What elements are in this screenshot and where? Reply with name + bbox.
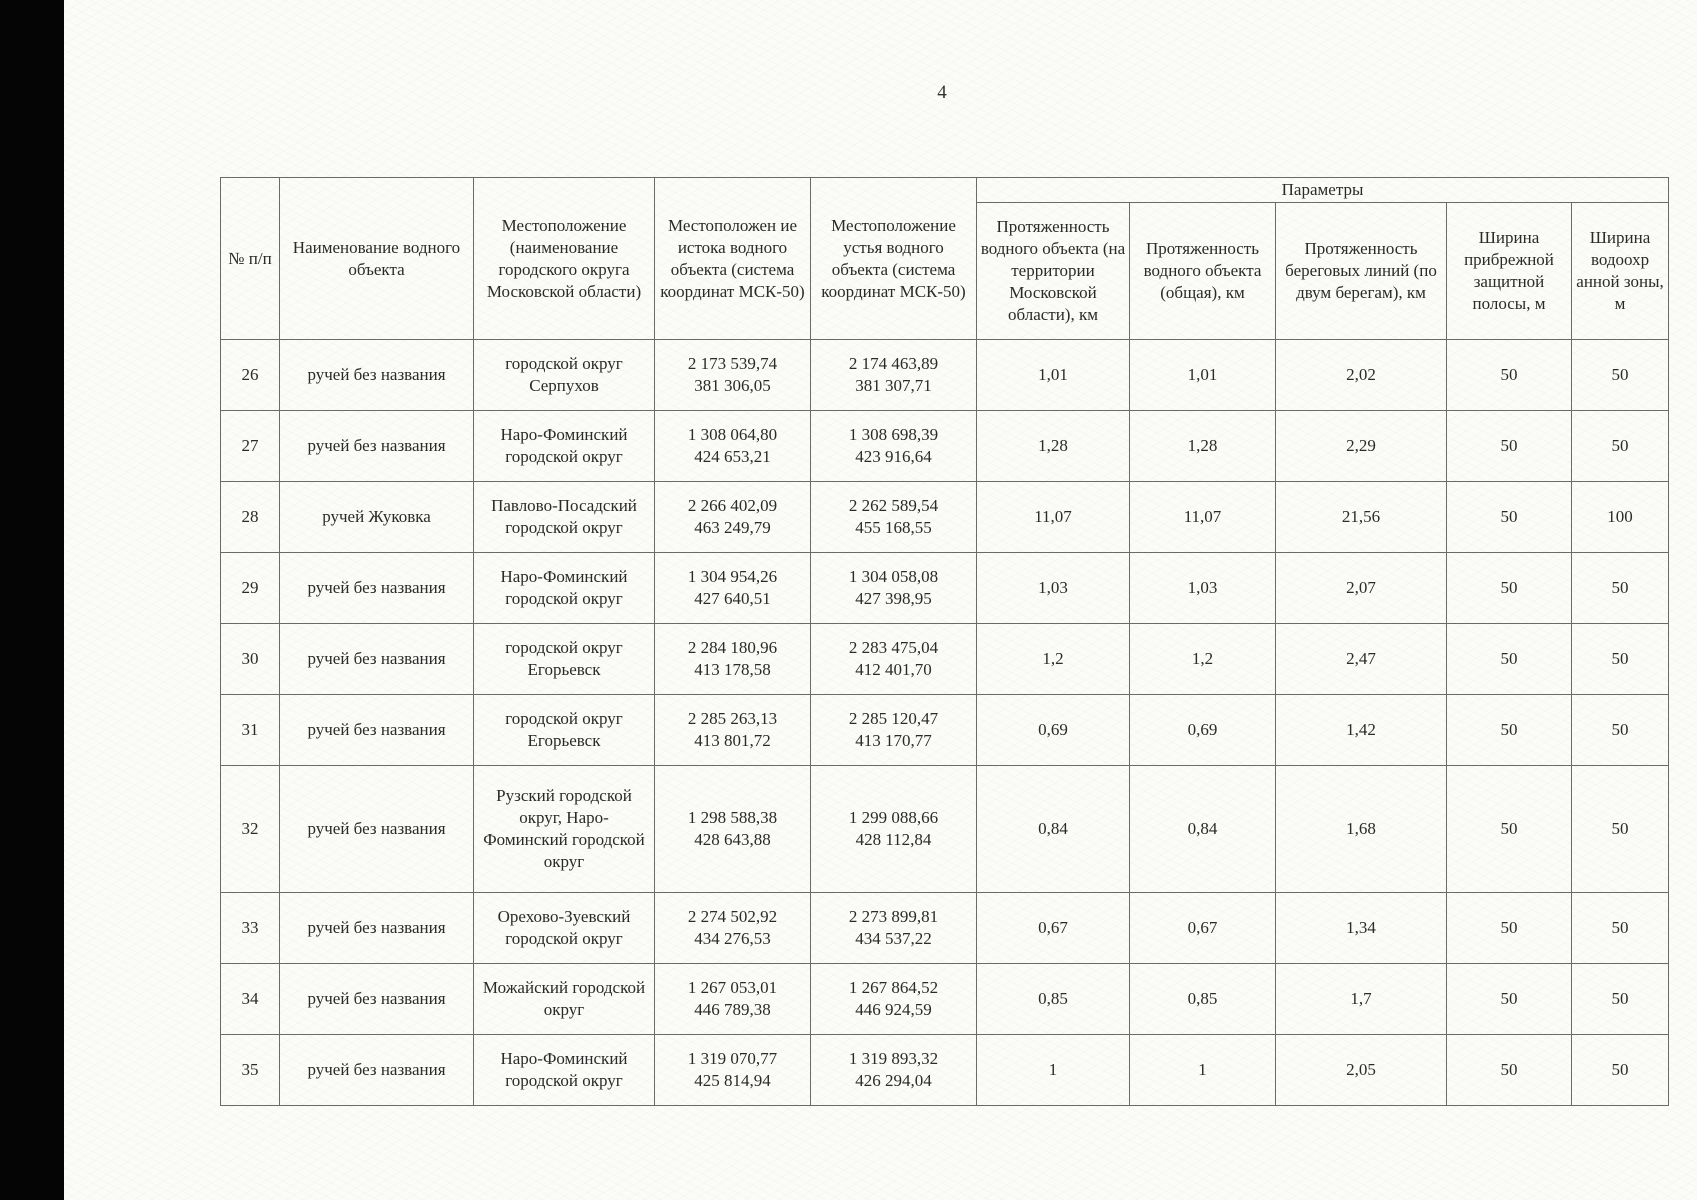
cell-length-mo: 1,2 xyxy=(977,624,1130,695)
cell-source-coords-y: 413 178,58 xyxy=(694,660,771,679)
header-length-total: Протяженность водного объекта (общая), км xyxy=(1130,203,1276,340)
cell-source-coords xyxy=(655,695,811,766)
header-params: Параметры xyxy=(977,178,1669,203)
cell-length-mo: 1,01 xyxy=(977,340,1130,411)
cell-num: 31 xyxy=(221,695,280,766)
cell-shore-length: 21,56 xyxy=(1276,482,1447,553)
cell-location: Рузский городской округ, Наро-Фоминский городской округ xyxy=(474,766,655,893)
cell-mouth-coords-y: 423 916,64 xyxy=(855,447,932,466)
cell-coastal-width: 50 xyxy=(1447,624,1572,695)
cell-length-mo: 1,03 xyxy=(977,553,1130,624)
table-row xyxy=(221,1035,1669,1106)
cell-mouth-coords xyxy=(811,340,977,411)
cell-source-coords xyxy=(655,1035,811,1106)
scan-edge xyxy=(0,0,64,1200)
cell-protection-width: 100 xyxy=(1572,482,1669,553)
table-body xyxy=(221,340,1669,1106)
cell-length-total: 0,84 xyxy=(1130,766,1276,893)
table-row xyxy=(221,964,1669,1035)
cell-source-coords-y: 427 640,51 xyxy=(694,589,771,608)
cell-length-mo: 1,28 xyxy=(977,411,1130,482)
cell-source-coords-y: 434 276,53 xyxy=(694,929,771,948)
cell-source-coords-x: 2 285 263,13 xyxy=(687,709,778,728)
cell-source-coords-x: 1 298 588,38 xyxy=(687,808,778,827)
cell-protection-width: 50 xyxy=(1572,695,1669,766)
cell-mouth-coords-x: 2 273 899,81 xyxy=(848,907,939,926)
cell-mouth-coords-x: 2 262 589,54 xyxy=(848,496,939,515)
cell-mouth-coords xyxy=(811,624,977,695)
table-row xyxy=(221,893,1669,964)
cell-source-coords xyxy=(655,340,811,411)
cell-mouth-coords-x: 1 308 698,39 xyxy=(848,425,939,444)
cell-coastal-width: 50 xyxy=(1447,411,1572,482)
cell-mouth-coords xyxy=(811,1035,977,1106)
header-name: Наименование водного объекта xyxy=(280,178,474,340)
cell-coastal-width: 50 xyxy=(1447,964,1572,1035)
cell-protection-width: 50 xyxy=(1572,553,1669,624)
cell-length-total: 1,01 xyxy=(1130,340,1276,411)
cell-name: ручей без названия xyxy=(280,766,474,893)
table-row xyxy=(221,411,1669,482)
cell-source-coords xyxy=(655,964,811,1035)
cell-source-coords-y: 428 643,88 xyxy=(694,830,771,849)
cell-mouth-coords xyxy=(811,766,977,893)
cell-protection-width: 50 xyxy=(1572,964,1669,1035)
header-shore-length: Протяженность береговых линий (по двум берегам), км xyxy=(1276,203,1447,340)
cell-name: ручей без названия xyxy=(280,1035,474,1106)
cell-mouth-coords xyxy=(811,411,977,482)
cell-shore-length: 1,34 xyxy=(1276,893,1447,964)
cell-num: 33 xyxy=(221,893,280,964)
cell-shore-length: 2,07 xyxy=(1276,553,1447,624)
cell-length-total: 0,69 xyxy=(1130,695,1276,766)
cell-source-coords-x: 1 319 070,77 xyxy=(687,1049,778,1068)
cell-source-coords xyxy=(655,893,811,964)
cell-num: 26 xyxy=(221,340,280,411)
cell-mouth-coords-x: 1 304 058,08 xyxy=(848,567,939,586)
cell-mouth-coords xyxy=(811,964,977,1035)
cell-length-total: 1,28 xyxy=(1130,411,1276,482)
header-mouth: Местоположение устья водного объекта (система координат МСК-50) xyxy=(811,178,977,340)
cell-source-coords xyxy=(655,411,811,482)
cell-protection-width: 50 xyxy=(1572,624,1669,695)
cell-source-coords xyxy=(655,482,811,553)
cell-name: ручей без названия xyxy=(280,893,474,964)
cell-mouth-coords-x: 1 267 864,52 xyxy=(848,978,939,997)
cell-shore-length: 1,68 xyxy=(1276,766,1447,893)
cell-mouth-coords-y: 413 170,77 xyxy=(855,731,932,750)
cell-mouth-coords-y: 381 307,71 xyxy=(855,376,932,395)
cell-location: городской округ Егорьевск xyxy=(474,624,655,695)
cell-mouth-coords-x: 2 174 463,89 xyxy=(848,354,939,373)
cell-name: ручей без названия xyxy=(280,340,474,411)
cell-name: ручей без названия xyxy=(280,695,474,766)
cell-source-coords-x: 2 173 539,74 xyxy=(687,354,778,373)
cell-coastal-width: 50 xyxy=(1447,766,1572,893)
header-length-mo: Протяженность водного объекта (на территории Московской области), км xyxy=(977,203,1130,340)
cell-length-total: 1,2 xyxy=(1130,624,1276,695)
cell-source-coords-x: 1 267 053,01 xyxy=(687,978,778,997)
cell-length-mo: 0,69 xyxy=(977,695,1130,766)
cell-location: Наро-Фоминский городской округ xyxy=(474,1035,655,1106)
cell-mouth-coords xyxy=(811,893,977,964)
water-objects-table xyxy=(220,177,1669,1106)
cell-shore-length: 2,47 xyxy=(1276,624,1447,695)
cell-length-total: 1 xyxy=(1130,1035,1276,1106)
cell-shore-length: 2,29 xyxy=(1276,411,1447,482)
cell-length-mo: 1 xyxy=(977,1035,1130,1106)
header-location: Местоположение (наименование городского округа Московской области) xyxy=(474,178,655,340)
header-num: № п/п xyxy=(221,178,280,340)
cell-source-coords-y: 446 789,38 xyxy=(694,1000,771,1019)
cell-source-coords-y: 463 249,79 xyxy=(694,518,771,537)
cell-length-total: 0,85 xyxy=(1130,964,1276,1035)
page-number: 4 xyxy=(937,82,947,103)
cell-source-coords-y: 413 801,72 xyxy=(694,731,771,750)
cell-num: 27 xyxy=(221,411,280,482)
cell-source-coords xyxy=(655,766,811,893)
cell-num: 35 xyxy=(221,1035,280,1106)
cell-num: 29 xyxy=(221,553,280,624)
cell-length-total: 1,03 xyxy=(1130,553,1276,624)
cell-name: ручей без названия xyxy=(280,553,474,624)
table-row xyxy=(221,340,1669,411)
cell-length-total: 11,07 xyxy=(1130,482,1276,553)
table-row xyxy=(221,766,1669,893)
cell-location: Наро-Фоминский городской округ xyxy=(474,411,655,482)
cell-coastal-width: 50 xyxy=(1447,340,1572,411)
cell-source-coords-x: 2 266 402,09 xyxy=(687,496,778,515)
cell-source-coords-y: 425 814,94 xyxy=(694,1071,771,1090)
table-row xyxy=(221,695,1669,766)
cell-coastal-width: 50 xyxy=(1447,553,1572,624)
cell-length-mo: 11,07 xyxy=(977,482,1130,553)
cell-coastal-width: 50 xyxy=(1447,695,1572,766)
table-row xyxy=(221,553,1669,624)
cell-source-coords-y: 424 653,21 xyxy=(694,447,771,466)
cell-mouth-coords-x: 2 285 120,47 xyxy=(848,709,939,728)
cell-source-coords-x: 2 274 502,92 xyxy=(687,907,778,926)
cell-source-coords-x: 1 304 954,26 xyxy=(687,567,778,586)
cell-source-coords xyxy=(655,553,811,624)
cell-shore-length: 1,42 xyxy=(1276,695,1447,766)
cell-mouth-coords-y: 412 401,70 xyxy=(855,660,932,679)
table-row xyxy=(221,482,1669,553)
cell-coastal-width: 50 xyxy=(1447,482,1572,553)
document-page xyxy=(64,0,1697,1200)
cell-mouth-coords-y: 455 168,55 xyxy=(855,518,932,537)
cell-location: Павлово-Посадский городской округ xyxy=(474,482,655,553)
cell-shore-length: 2,02 xyxy=(1276,340,1447,411)
cell-length-mo: 0,84 xyxy=(977,766,1130,893)
cell-mouth-coords-x: 1 299 088,66 xyxy=(848,808,939,827)
cell-mouth-coords-y: 426 294,04 xyxy=(855,1071,932,1090)
cell-location: городской округ Егорьевск xyxy=(474,695,655,766)
cell-mouth-coords xyxy=(811,553,977,624)
cell-protection-width: 50 xyxy=(1572,893,1669,964)
cell-num: 34 xyxy=(221,964,280,1035)
cell-name: ручей без названия xyxy=(280,624,474,695)
header-coastal-width: Ширина прибрежной защитной полосы, м xyxy=(1447,203,1572,340)
cell-protection-width: 50 xyxy=(1572,766,1669,893)
cell-mouth-coords-x: 1 319 893,32 xyxy=(848,1049,939,1068)
header-protection-width: Ширина водоохр анной зоны, м xyxy=(1572,203,1669,340)
cell-protection-width: 50 xyxy=(1572,1035,1669,1106)
cell-mouth-coords xyxy=(811,482,977,553)
cell-shore-length: 1,7 xyxy=(1276,964,1447,1035)
cell-mouth-coords-x: 2 283 475,04 xyxy=(848,638,939,657)
cell-name: ручей без названия xyxy=(280,411,474,482)
table-row xyxy=(221,624,1669,695)
cell-mouth-coords-y: 434 537,22 xyxy=(855,929,932,948)
cell-length-mo: 0,85 xyxy=(977,964,1130,1035)
cell-location: Орехово-Зуевский городской округ xyxy=(474,893,655,964)
cell-num: 32 xyxy=(221,766,280,893)
cell-mouth-coords-y: 427 398,95 xyxy=(855,589,932,608)
cell-mouth-coords-y: 428 112,84 xyxy=(855,830,932,849)
cell-mouth-coords-y: 446 924,59 xyxy=(855,1000,932,1019)
cell-protection-width: 50 xyxy=(1572,340,1669,411)
cell-name: ручей Жуковка xyxy=(280,482,474,553)
cell-mouth-coords xyxy=(811,695,977,766)
cell-coastal-width: 50 xyxy=(1447,1035,1572,1106)
cell-length-total: 0,67 xyxy=(1130,893,1276,964)
header-source: Местоположен ие истока водного объекта (система координат МСК-50) xyxy=(655,178,811,340)
cell-source-coords-x: 2 284 180,96 xyxy=(687,638,778,657)
cell-shore-length: 2,05 xyxy=(1276,1035,1447,1106)
cell-location: Наро-Фоминский городской округ xyxy=(474,553,655,624)
cell-length-mo: 0,67 xyxy=(977,893,1130,964)
cell-num: 30 xyxy=(221,624,280,695)
cell-protection-width: 50 xyxy=(1572,411,1669,482)
cell-name: ручей без названия xyxy=(280,964,474,1035)
cell-source-coords-x: 1 308 064,80 xyxy=(687,425,778,444)
cell-location: городской округ Серпухов xyxy=(474,340,655,411)
cell-num: 28 xyxy=(221,482,280,553)
cell-location: Можайский городской округ xyxy=(474,964,655,1035)
cell-source-coords-y: 381 306,05 xyxy=(694,376,771,395)
cell-coastal-width: 50 xyxy=(1447,893,1572,964)
cell-source-coords xyxy=(655,624,811,695)
